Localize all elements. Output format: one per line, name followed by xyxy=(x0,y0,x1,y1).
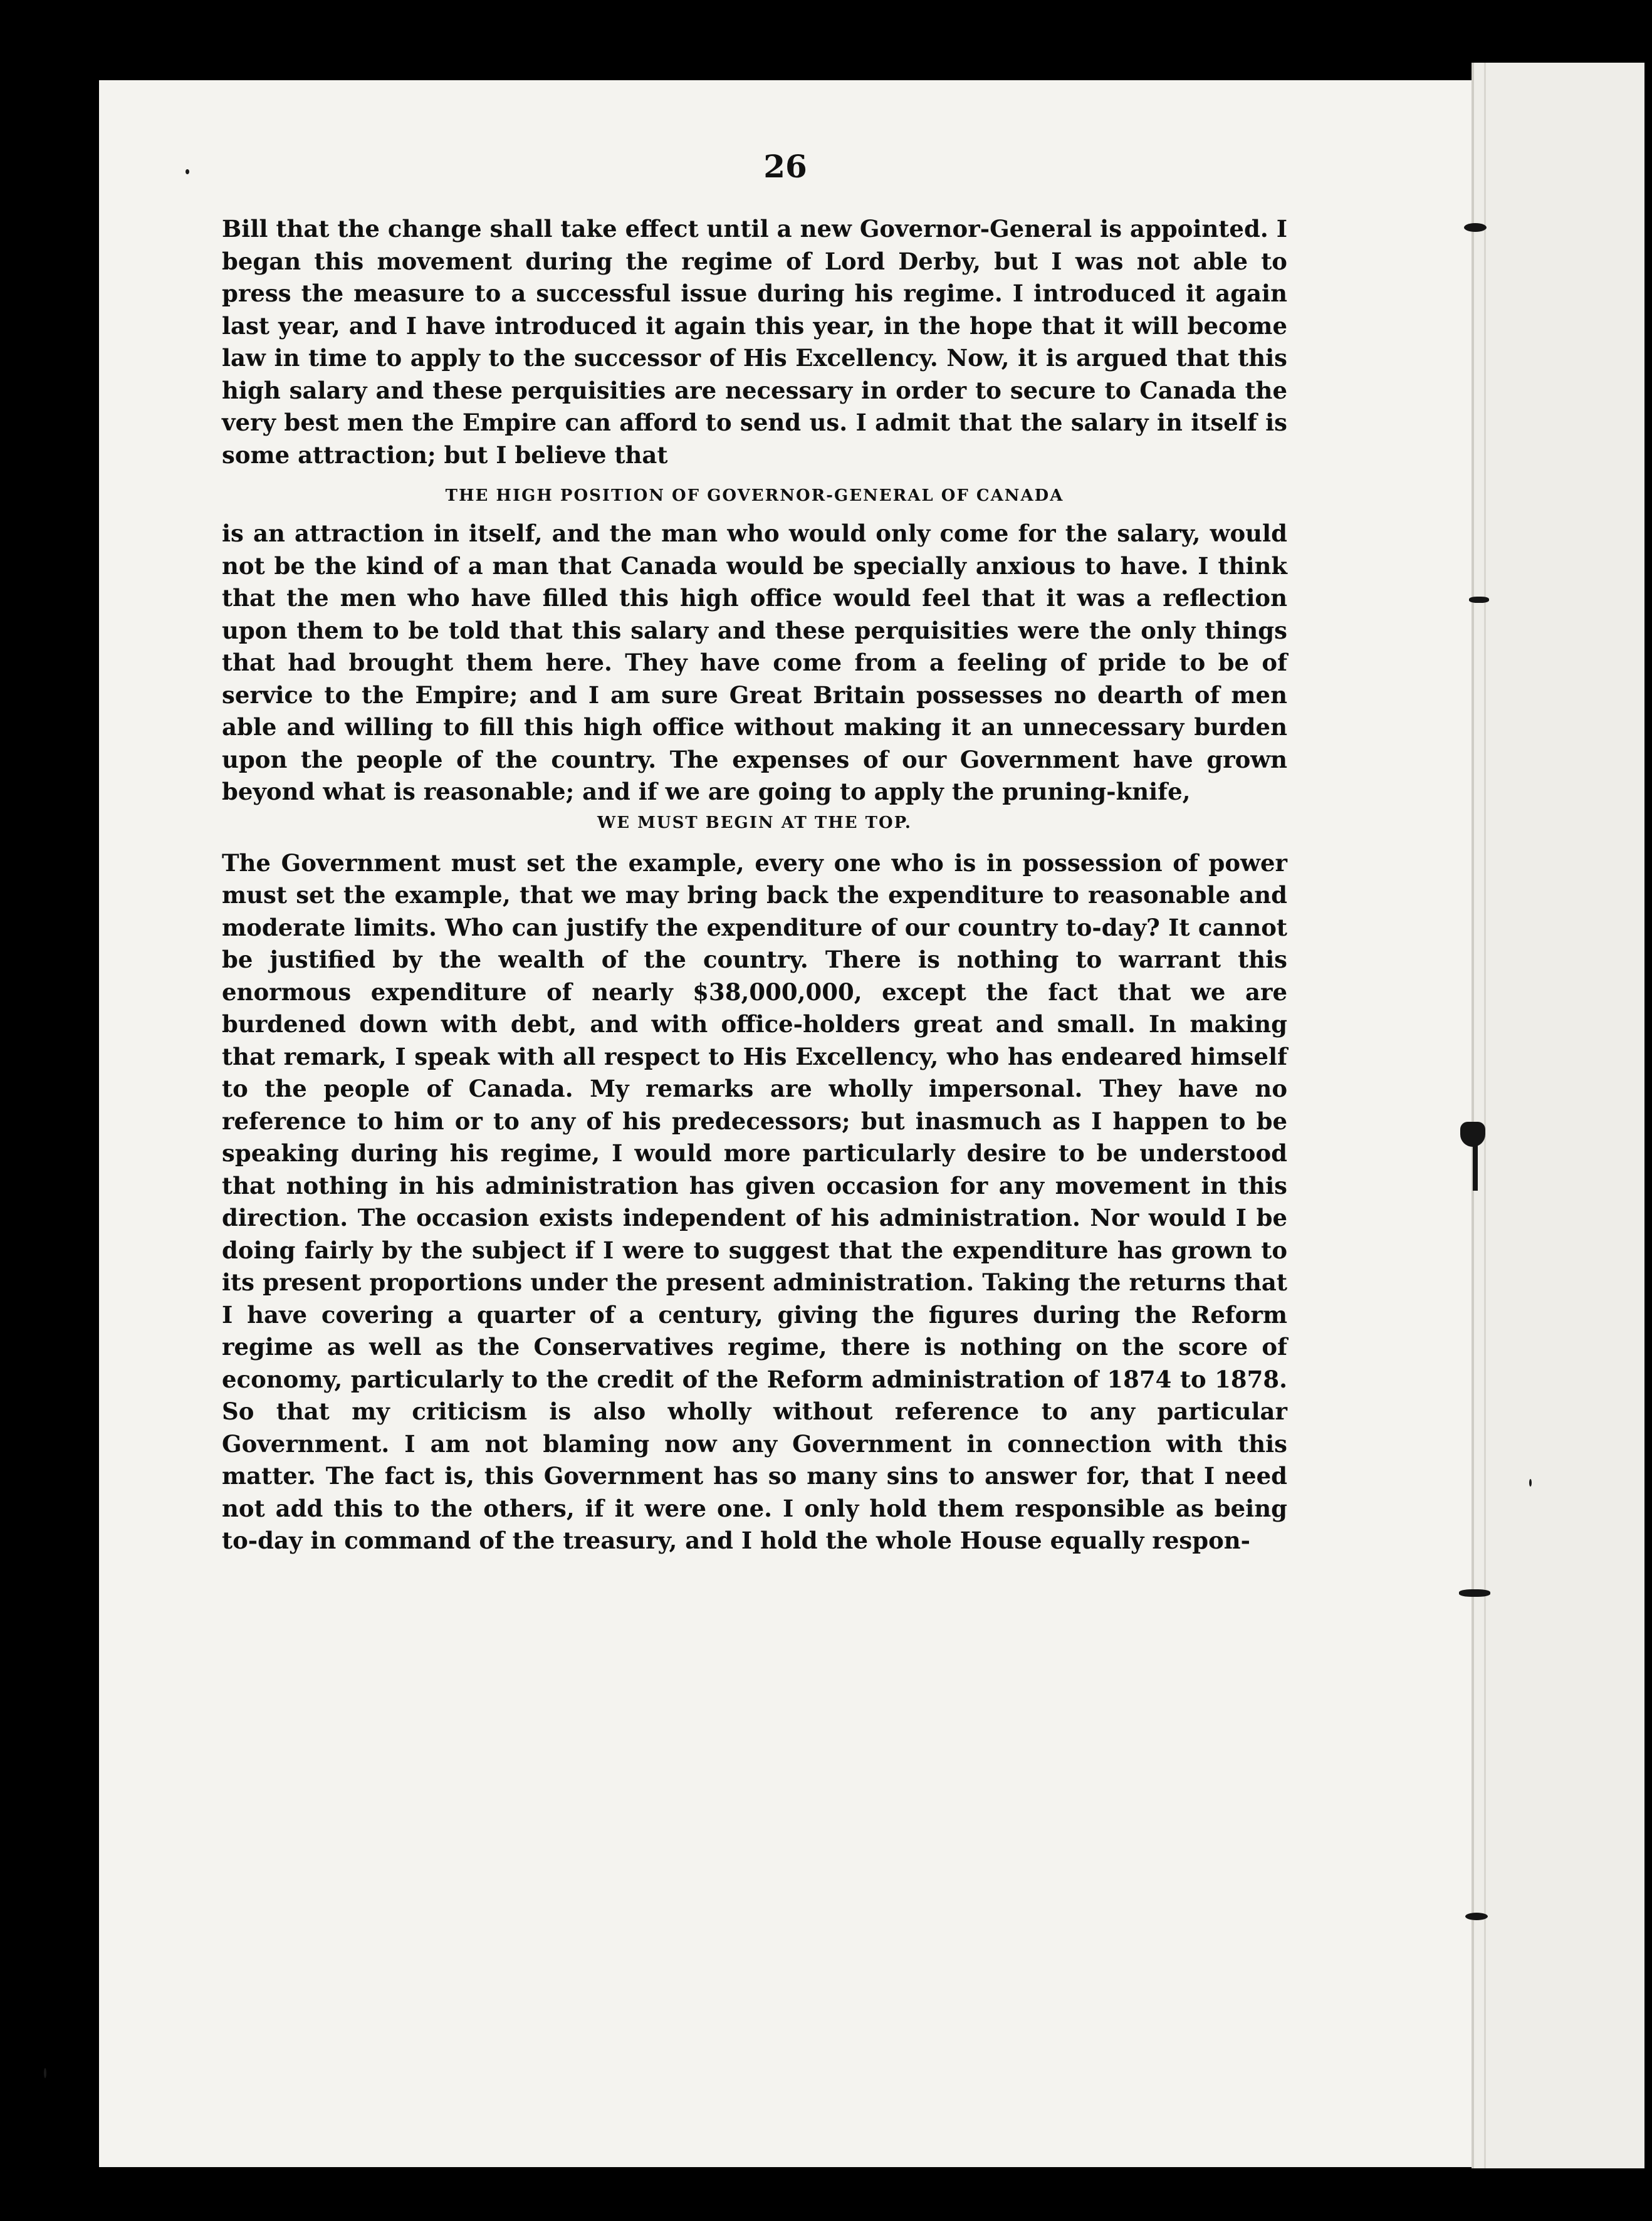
speck-3 xyxy=(44,2068,46,2078)
speck-1 xyxy=(186,169,189,174)
page-number: 26 xyxy=(763,148,807,185)
facing-page-edge xyxy=(1472,63,1644,2168)
paragraph-1: Bill that the change shall take effect until a new Governor-General is appointed. I began this movement during the regime of Lord Derby, but I was not able to press the measure to a successful issue during his regime. I introduced it again last year, and I have introduced it again this year, in the hope that it will become law in time to apply to the successor of His Excellency. Now, it is argued that this high salary and these perquisities are necessary in order to secure to Canada the very best men the Empire can afford to send us. I admit that the salary in itself is some attraction; but I believe that xyxy=(222,215,1287,469)
margin-mark-1 xyxy=(1464,223,1487,232)
margin-mark-5 xyxy=(1459,1589,1490,1597)
speck-2 xyxy=(1529,1479,1532,1487)
margin-mark-6 xyxy=(1465,1913,1488,1920)
paragraph-2: is an attraction in itself, and the man who would only come for the salary, would not be the kind of a man that Canada would be specially anxious to have. I think that the men who have filled this high office would feel that it was a reflection upon them to be told that this salary and these perquisities were the only things that had brought them here. They have come from a feeling of pride to be of service to the Empire; and I am sure Great Britain possesses no dearth of men able and willing to fill this high office without making it an unnecessary burden upon the people of the country. The expenses of our Government have grown beyond what is reasonable; and if we are going to apply the pruning-knife, xyxy=(222,520,1287,805)
section-heading-2: WE MUST BEGIN AT THE TOP. xyxy=(597,813,912,832)
paragraph-3: The Government must set the example, every one who is in possession of power must set the example, that we may bring back the expenditure to reasonable and moderate limits. Who can justify the expenditure of our country to-day? It cannot be justified by the wealth of the country. There is nothing to warrant this enormous expenditure of nearly $38,000,000, except the fact that we are burdened down with debt, and with office-holders great and small. In making that remark, I speak with all respect to His Excellency, who has endeared himself to the people of Canada. My remarks are wholly impersonal. They have no reference to him or to any of his predecessors; but inasmuch as I happen to be speaking during his regime, I would more particularly desire to be understood that nothing in his administration has given occasion for any movement in this direction. The occasion exists independent of his administration. Nor would I be doing fairly by the subject if I were to suggest that the expenditure has grown to its present proportions under the present administration. Taking the returns that I have covering a quarter of a century, giving the figures during the Reform regime as well as the Conservatives regime, there is nothing on the score of economy, particularly to the credit of the Reform administration of 1874 to 1878. So that my criticism is also wholly without reference to any particular Government. I am not blaming now any Government in connection with this matter. The fact is, this Government has so many sins to answer for, that I need not add this to the others, if it were one. I only hold them responsible as being to-day in command of the treasury, and I hold the whole House equally respon- xyxy=(222,849,1287,1554)
body-text xyxy=(222,213,1287,1557)
section-heading-1: THE HIGH POSITION OF GOVERNOR-GENERAL OF CANADA xyxy=(445,486,1064,505)
margin-mark-2 xyxy=(1469,597,1489,603)
margin-mark-4 xyxy=(1473,1141,1478,1191)
